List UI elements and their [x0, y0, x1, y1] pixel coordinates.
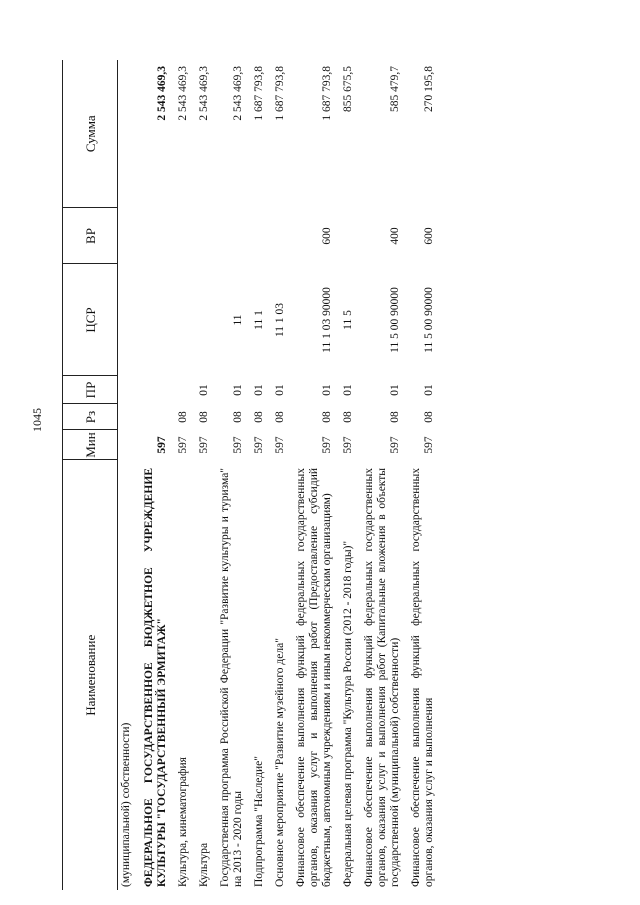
- row-vr: [139, 208, 173, 264]
- table-row: [173, 60, 194, 890]
- row-sum: 1 687 793,8: [274, 66, 286, 121]
- header-csr: ЦСР: [63, 264, 118, 376]
- row-min: 597: [389, 436, 401, 454]
- row-min: 597: [342, 436, 354, 454]
- row-csr: [194, 264, 215, 376]
- row-rz: [118, 404, 140, 430]
- table-row: [338, 60, 359, 890]
- row-sum: 585 479,7: [389, 66, 401, 112]
- row-name: Культура: [198, 842, 210, 887]
- row-rz: 08: [198, 411, 210, 423]
- budget-table-container: [62, 60, 602, 890]
- row-rz: 08: [177, 411, 189, 423]
- table-row: [406, 60, 440, 890]
- table-row: [139, 60, 173, 890]
- row-csr: 11 1 03: [274, 302, 286, 338]
- row-vr: [338, 208, 359, 264]
- row-pr: 01: [274, 384, 286, 396]
- row-min: 597: [198, 436, 210, 454]
- row-rz: 08: [342, 411, 354, 423]
- row-vr: 600: [321, 227, 333, 245]
- row-name: Основное мероприятие "Развитие музейного дела": [274, 638, 286, 887]
- row-pr: 01: [321, 384, 333, 396]
- table-row: [270, 60, 291, 890]
- row-rz: 08: [232, 411, 244, 423]
- page-number: 1045: [30, 408, 44, 432]
- row-pr: 01: [389, 384, 401, 396]
- row-sum: 2 543 469,3: [232, 66, 244, 121]
- row-pr: 01: [423, 384, 435, 396]
- table-row: [118, 60, 140, 890]
- row-rz: 08: [423, 411, 435, 423]
- row-pr: 01: [198, 384, 210, 396]
- row-pr: 01: [342, 384, 354, 396]
- row-rz: 08: [321, 411, 333, 423]
- row-min: [118, 430, 140, 460]
- header-name: Наименование: [63, 460, 118, 890]
- header-sum: Сумма: [63, 60, 118, 208]
- row-csr: 11 5 00 90000: [423, 287, 435, 353]
- row-sum: 270 195,8: [423, 66, 435, 112]
- table-row: [359, 60, 406, 890]
- row-sum: [118, 60, 140, 208]
- table-row: [249, 60, 270, 890]
- row-pr: [139, 376, 173, 404]
- row-csr: [139, 264, 173, 376]
- row-csr: [118, 264, 140, 376]
- row-csr: 11: [232, 314, 244, 326]
- row-min: 597: [232, 436, 244, 454]
- row-pr: 01: [253, 384, 265, 396]
- row-vr: 600: [423, 227, 435, 245]
- row-name: Финансовое обеспечение выполнения функций федеральных государственных органов, оказания услуг и выполнения работ (Капитальные вложения в объекты государственной (муниципальной) собственности): [363, 468, 401, 887]
- row-name: (муниципальной) собственности): [120, 722, 132, 887]
- header-rz: Рз: [63, 404, 118, 430]
- row-csr: [173, 264, 194, 376]
- row-sum: 2 543 469,3: [198, 66, 210, 121]
- row-rz: 08: [389, 411, 401, 423]
- header-vr: ВР: [63, 208, 118, 264]
- header-pr: ПР: [63, 376, 118, 404]
- table-row: [291, 60, 338, 890]
- row-csr: 11 5: [342, 310, 354, 330]
- row-min: 597: [423, 436, 435, 454]
- row-rz: [139, 404, 173, 430]
- row-min: 597: [177, 436, 189, 454]
- row-min: 597: [156, 436, 168, 454]
- row-pr: [173, 376, 194, 404]
- row-rz: 08: [274, 411, 286, 423]
- row-vr: [215, 208, 249, 264]
- row-vr: [173, 208, 194, 264]
- row-vr: [249, 208, 270, 264]
- row-sum: 2 543 469,3: [156, 66, 168, 121]
- row-name: Федеральная целевая программа "Культура России (2012 - 2018 годы)": [342, 540, 354, 887]
- row-vr: 400: [389, 227, 401, 245]
- table-row: [215, 60, 249, 890]
- row-vr: [270, 208, 291, 264]
- row-sum: 2 543 469,3: [177, 66, 189, 121]
- row-csr: 11 1: [253, 310, 265, 330]
- row-min: 597: [274, 436, 286, 454]
- row-min: 597: [253, 436, 265, 454]
- row-csr: 11 1 03 90000: [321, 287, 333, 353]
- row-name: Финансовое обеспечение выполнения функций федеральных государственных органов, оказания услуг и выполнения работ (Предоставление субсидий бюджетным, автономным учреждениям и иным некоммерческим организациям): [295, 468, 333, 887]
- row-min: 597: [321, 436, 333, 454]
- row-vr: [118, 208, 140, 264]
- table-row: [194, 60, 215, 890]
- row-name: Культура, кинематография: [177, 757, 189, 887]
- header-min: Мин: [63, 430, 118, 460]
- row-name: Государственная программа Российской Федерации "Развитие культуры и туризма" на 2013 - 2020 годы: [219, 468, 244, 887]
- row-csr: 11 5 00 90000: [389, 287, 401, 353]
- row-sum: 855 675,5: [342, 66, 354, 112]
- row-vr: [194, 208, 215, 264]
- row-pr: 01: [232, 384, 244, 396]
- row-name: Подпрограмма "Наследие": [253, 756, 265, 887]
- row-sum: 1 687 793,8: [253, 66, 265, 121]
- row-name: Финансовое обеспечение выполнения функций федеральных государственных органов, оказания услуг и выполнения: [410, 468, 435, 887]
- row-rz: 08: [253, 411, 265, 423]
- row-sum: 1 687 793,8: [321, 66, 333, 121]
- row-pr: [118, 376, 140, 404]
- table-header-row: [63, 60, 118, 890]
- budget-table: [62, 60, 440, 890]
- row-name: ФЕДЕРАЛЬНОЕ ГОСУДАРСТВЕННОЕ БЮДЖЕТНОЕ УЧРЕЖДЕНИЕ КУЛЬТУРЫ "ГОСУДАРСТВЕННЫЙ ЭРМИТАЖ": [143, 468, 168, 887]
